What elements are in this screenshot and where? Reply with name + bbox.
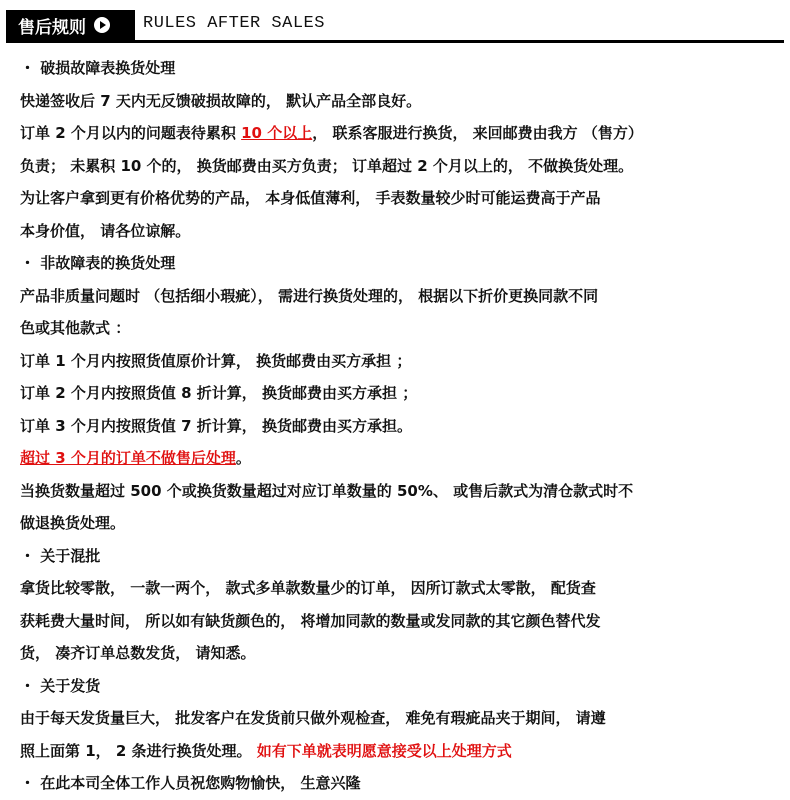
paragraph-line: 产品非质量问题时 （包括细小瑕疵）， 需进行换货处理的， 根据以下折价更换同款不同 xyxy=(20,286,599,305)
section-title-en: RULES AFTER SALES xyxy=(143,14,325,33)
paragraph-line: 货， 凑齐订单总数发货， 请知悉。 xyxy=(20,644,256,662)
heading-non-fault-exchange: ・ 非故障表的换货处理 xyxy=(20,254,176,272)
paragraph-line: 由于每天发货量巨大， 批发客户在发货前只做外观检查， 难免有瑕疵品夹于期间， 请遵 xyxy=(20,709,606,727)
highlight-text: 10 个以上 xyxy=(241,124,313,142)
paragraph-line: 超过 3 个月的订单不做售后处理。 xyxy=(20,449,251,467)
paragraph-line: 快递签收后 7 天内无反馈破损故障的， 默认产品全部良好。 xyxy=(20,91,422,110)
highlight-text: 如有下单就表明愿意接受以上处理方式 xyxy=(256,741,512,760)
heading-mixed-batch: ・ 关于混批 xyxy=(20,546,101,565)
paragraph-line: 拿货比较零散， 一款一两个， 款式多单款数量少的订单， 因所订款式太零散， 配货查 xyxy=(20,579,596,597)
paragraph-line: 获耗费大量时间， 所以如有缺货颜色的， 将增加同款的数量或发同款的其它颜色替代发 xyxy=(20,611,601,630)
paragraph-line: 订单 1 个月内按照货值原价计算， 换货邮费由买方承担 ； xyxy=(20,351,412,370)
closing-line: ・ 在此本司全体工作人员祝您购物愉快， 生意兴隆 xyxy=(20,774,361,792)
paragraph-line: 负责； 未累积 10 个的， 换货邮费由买方负责； 订单超过 2 个月以上的， 不做换货处理。 xyxy=(20,156,634,175)
section-header xyxy=(6,10,784,40)
paragraph-line: 订单 3 个月内按照货值 7 折计算， 换货邮费由买方承担。 xyxy=(20,416,412,435)
highlight-text: 超过 3 个月的订单不做售后处理 xyxy=(20,449,236,467)
paragraph-line: 色或其他款式 ： xyxy=(20,319,131,337)
heading-shipping: ・ 关于发货 xyxy=(20,676,101,695)
paragraph-line: 本身价值， 请各位谅解。 xyxy=(20,221,191,240)
paragraph-line: 订单 2 个月内按照货值 8 折计算， 换货邮费由买方承担 ； xyxy=(20,384,418,402)
heading-damaged-exchange: ・ 破损故障表换货处理 xyxy=(20,59,176,77)
section-tag xyxy=(6,10,135,40)
paragraph-line: 为让客户拿到更有价格优势的产品， 本身低值薄利， 手表数量较少时可能运费高于产品 xyxy=(20,189,601,207)
paragraph-line: 当换货数量超过 500 个或换货数量超过对应订单数量的 50%、 或售后款式为清仓款式时不 xyxy=(20,481,634,500)
play-circle-icon xyxy=(94,17,110,33)
section-tag-label: 售后规则 xyxy=(18,17,86,38)
paragraph-line: 订单 2 个月以内的问题表待累积 10 个以上， 联系客服进行换货， 来回邮费由我方 （售方） xyxy=(20,124,643,142)
rules-body xyxy=(20,52,780,800)
header-divider xyxy=(6,40,784,43)
paragraph-line: 照上面第 1， 2 条进行换货处理。 如有下单就表明愿意接受以上处理方式 xyxy=(20,741,512,760)
paragraph-line: 做退换货处理。 xyxy=(20,514,126,532)
